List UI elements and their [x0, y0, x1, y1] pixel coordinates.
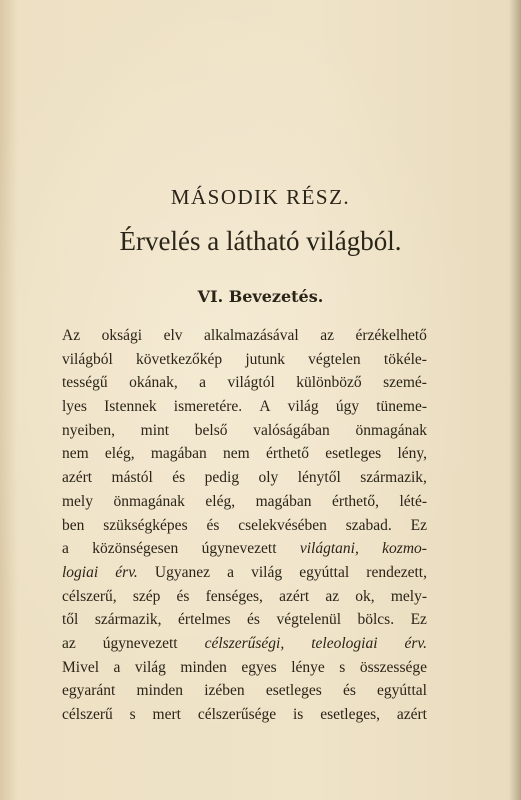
word: oly [258, 469, 279, 487]
word: minden [136, 682, 184, 700]
word: szemé- [383, 374, 427, 392]
word: úgynevezett [102, 634, 178, 652]
word: egyúttal [377, 682, 427, 700]
text-line [62, 395, 427, 419]
word: következőkép [136, 350, 223, 368]
word: a [113, 658, 121, 676]
word: minden [180, 658, 227, 676]
word: egyes [241, 658, 277, 676]
text-line [62, 466, 427, 490]
word: esetleges, [320, 706, 381, 723]
word: lété- [399, 492, 427, 510]
word: a [227, 563, 235, 581]
word: különböző [296, 374, 362, 392]
body-paragraph [62, 324, 427, 727]
word: cselekvésében [238, 516, 327, 534]
word: ben [62, 516, 85, 534]
word: Ugyanez [154, 563, 211, 581]
word: világ [251, 563, 283, 581]
word: tökéle- [383, 350, 427, 368]
word: közönségesen [92, 540, 179, 558]
word: származik, [360, 469, 427, 487]
word: Istennek [104, 398, 157, 416]
word: érthető, [332, 492, 379, 510]
word: elég, [205, 492, 236, 510]
word: tüneme- [376, 398, 427, 416]
word: s [339, 658, 346, 676]
word: a [199, 374, 207, 392]
word: tességű [62, 374, 108, 392]
part-title: MÁSODIK RÉSZ. [170, 185, 351, 209]
word: rendezett, [366, 563, 427, 581]
text-line [62, 371, 427, 395]
word: bölcs. [357, 611, 395, 629]
word: elég, [104, 445, 135, 463]
word: magában [150, 445, 207, 463]
word: Mivel [62, 658, 100, 676]
text-line [62, 348, 427, 372]
word: fenséges, [205, 587, 263, 605]
main-title: Érvelés a látható világból. [119, 226, 402, 256]
word: esetleges [325, 445, 382, 463]
text-line [62, 585, 427, 609]
word: és [172, 469, 186, 487]
page-edge-shadow [509, 0, 521, 800]
word: oksági [101, 327, 143, 344]
word: A [259, 398, 271, 416]
word: úgy [335, 398, 360, 416]
word: érzékelhető [355, 327, 427, 344]
word: belső [194, 421, 228, 439]
word: azért [279, 587, 310, 605]
word: úgynevezett [201, 540, 277, 558]
word: világtól [227, 374, 275, 392]
word: szabad. [345, 516, 392, 534]
word: izében [204, 682, 245, 700]
word: pedig [204, 469, 240, 487]
word: is [292, 706, 304, 723]
text-line [62, 442, 427, 466]
word: egyaránt [62, 682, 116, 700]
word: lénytől [297, 469, 341, 487]
text-line [62, 514, 427, 538]
word: ok, [355, 587, 375, 605]
word: és [247, 611, 260, 629]
word: s [129, 706, 136, 723]
text-line [62, 537, 427, 561]
text-line [62, 632, 427, 656]
word: érthető [265, 445, 310, 463]
word: önmagának [113, 492, 185, 510]
text-line [62, 561, 427, 585]
word: okának, [129, 374, 178, 392]
word: től [62, 611, 79, 629]
word: célszerű, [62, 587, 117, 605]
word: Az [62, 327, 81, 344]
word: érv. [115, 563, 138, 581]
word: célszerű [62, 706, 113, 723]
word: világ [134, 658, 166, 676]
word: világ [287, 398, 319, 416]
word: valóságában [253, 421, 330, 439]
word: mely [62, 492, 93, 510]
word: és [342, 682, 356, 700]
word: mint [140, 421, 170, 439]
word: nyeiben, [62, 421, 115, 439]
word: és [176, 587, 190, 605]
word: esetleges [265, 682, 322, 700]
word: alkalmazásával [204, 327, 299, 344]
word: Ez [410, 611, 427, 629]
word: önmagának [355, 421, 427, 439]
text-line [62, 703, 427, 727]
word: az [62, 634, 76, 652]
word: ismeretére. [173, 398, 243, 416]
section-title: VI. Bevezetés. [197, 287, 324, 306]
word: világból [62, 350, 113, 368]
word: végtelen [308, 350, 361, 368]
word: teleologiai [311, 634, 378, 652]
word: világtani, [299, 540, 359, 558]
text-line [62, 490, 427, 514]
word: jutunk [245, 350, 285, 368]
word: származik, [94, 611, 162, 629]
word: azért [396, 706, 427, 723]
word: az [320, 327, 334, 344]
text-line [62, 419, 427, 443]
word: mástól [111, 469, 153, 487]
word: szükségképes [103, 516, 188, 534]
word: egyúttal [299, 563, 350, 581]
word: mert [152, 706, 181, 723]
word: lénye [291, 658, 325, 676]
word: Ez [410, 516, 427, 534]
word: célszerűsége [197, 706, 277, 723]
word: a [62, 540, 69, 558]
word: logiai [62, 563, 99, 581]
text-line [62, 608, 427, 632]
word: nem [223, 445, 250, 463]
word: kozmo- [382, 540, 427, 558]
word: szép [132, 587, 161, 605]
word: lyes [62, 398, 87, 416]
word: lény, [397, 445, 427, 463]
word: és [206, 516, 220, 534]
word: végtelenül [276, 611, 342, 629]
text-line [62, 324, 427, 348]
word: az [325, 587, 340, 605]
word: azért [62, 469, 93, 487]
word: magában [255, 492, 312, 510]
word: célszerűségi, [204, 634, 285, 652]
word: mely- [390, 587, 427, 605]
text-line [62, 656, 427, 680]
word: nem [62, 445, 89, 463]
word: értelmes [178, 611, 231, 629]
text-line [62, 679, 427, 703]
word: összessége [359, 658, 427, 676]
word: elv [163, 327, 183, 344]
word: érv. [404, 634, 427, 652]
